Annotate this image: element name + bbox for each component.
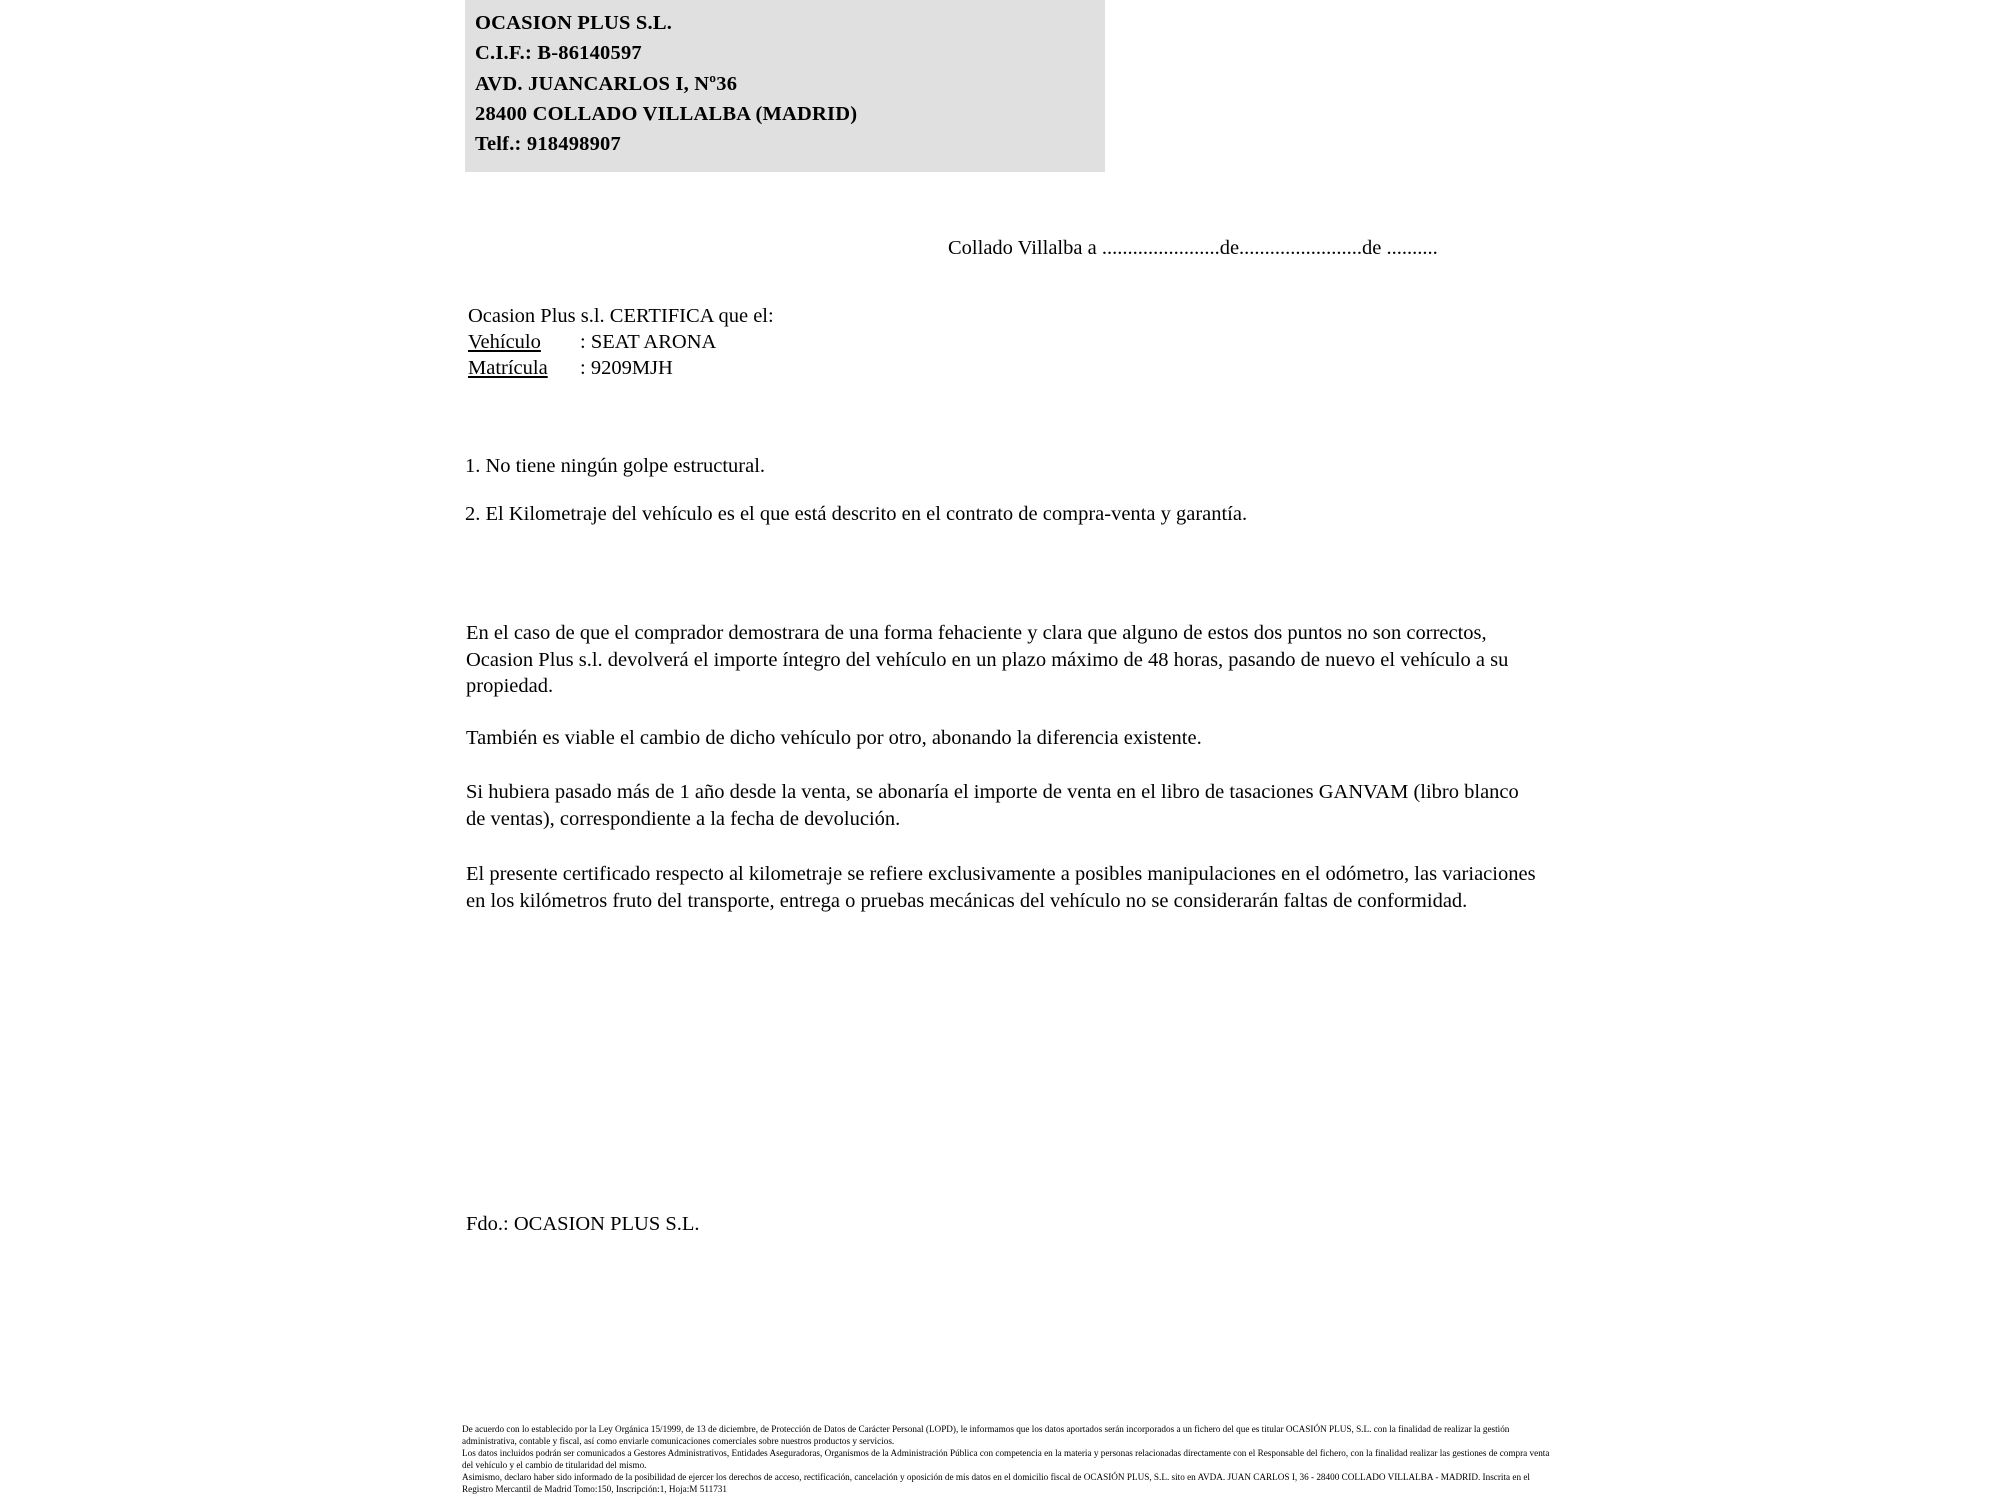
certification-intro: Ocasion Plus s.l. CERTIFICA que el:	[468, 305, 774, 327]
company-letterhead	[465, 0, 1105, 172]
company-phone: Telf.: 918498907	[475, 133, 621, 156]
vehicle-value: : SEAT ARONA	[580, 331, 717, 354]
signature-line: Fdo.: OCASION PLUS S.L.	[466, 1213, 700, 1235]
company-city: 28400 COLLADO VILLALBA (MADRID)	[475, 102, 858, 125]
certification-block	[468, 303, 774, 382]
legal-footer	[462, 1424, 1552, 1496]
point-item-2: 2. El Kilometraje del vehículo es el que está descrito en el contrato de compra-venta y garantía.	[465, 503, 1248, 525]
legal-footer-line-3: Asimismo, declaro haber sido informado de la posibilidad de ejercer los derechos de acceso, rectificación, cancelación y oposición de mis datos en el domicilio fiscal de OCASIÓN PLUS, S.L. sito en AVDA. JUAN CARLOS I, 36 - 28400 COLLADO VILLALBA - MADRID. Inscrita en el Registro Mercantil de Madrid Tomo:150, Inscripción:1, Hoja:M 511731	[462, 1471, 1530, 1494]
vehicle-row	[468, 329, 774, 355]
legal-footer-line-1: De acuerdo con lo establecido por la Ley Orgánica 15/1999, de 13 de diciembre, de Protección de Datos de Carácter Personal (LOPD), le informamos que los datos aportados serán incorporados a un fichero del que es titular OCASIÓN PLUS, S.L. con la finalidad de realizar la gestión administrativa, contable y fiscal, así como enviarle comunicaciones comerciales sobre nuestros productos y servicios.	[462, 1424, 1510, 1446]
point-item-1: 1. No tiene ningún golpe estructural.	[465, 455, 766, 477]
vehicle-label: Vehículo	[468, 331, 541, 354]
date-line: Collado Villalba a .......................de........................de ..........	[948, 237, 1438, 259]
paragraph-2: También es viable el cambio de dicho vehículo por otro, abonando la diferencia existente.	[466, 727, 1202, 749]
company-cif: C.I.F.: B-86140597	[475, 42, 642, 65]
plate-label: Matrícula	[468, 357, 548, 380]
company-address: AVD. JUANCARLOS I, Nº36	[475, 72, 738, 95]
paragraph-1: En el caso de que el comprador demostrara de una forma fehaciente y clara que alguno de estos dos puntos no son correctos, Ocasion Plus s.l. devolverá el importe íntegro del vehículo en un plazo máximo de 48 horas, pasando de nuevo el vehículo a su propiedad.	[466, 622, 1509, 698]
paragraph-4: El presente certificado respecto al kilometraje se refiere exclusivamente a posibles manipulaciones en el odómetro, las variaciones en los kilómetros fruto del transporte, entrega o pruebas mecánicas del vehículo no se considerarán faltas de conformidad.	[466, 863, 1536, 912]
paragraph-3: Si hubiera pasado más de 1 año desde la venta, se abonaría el importe de venta en el libro de tasaciones GANVAM (libro blanco de ventas), correspondiente a la fecha de devolución.	[466, 781, 1519, 830]
plate-value: : 9209MJH	[580, 357, 673, 380]
plate-row	[468, 355, 774, 381]
company-name: OCASION PLUS S.L.	[475, 12, 673, 34]
legal-footer-line-2: Los datos incluidos podrán ser comunicados a Gestores Administrativos, Entidades Aseguradoras, Organismos de la Administración Pública con competencia en la materia y personas relacionadas directamente con el Responsable del fichero, con la finalidad realizar las gestiones de compra venta del vehículo y el cambio de titularidad del mismo.	[462, 1447, 1550, 1470]
